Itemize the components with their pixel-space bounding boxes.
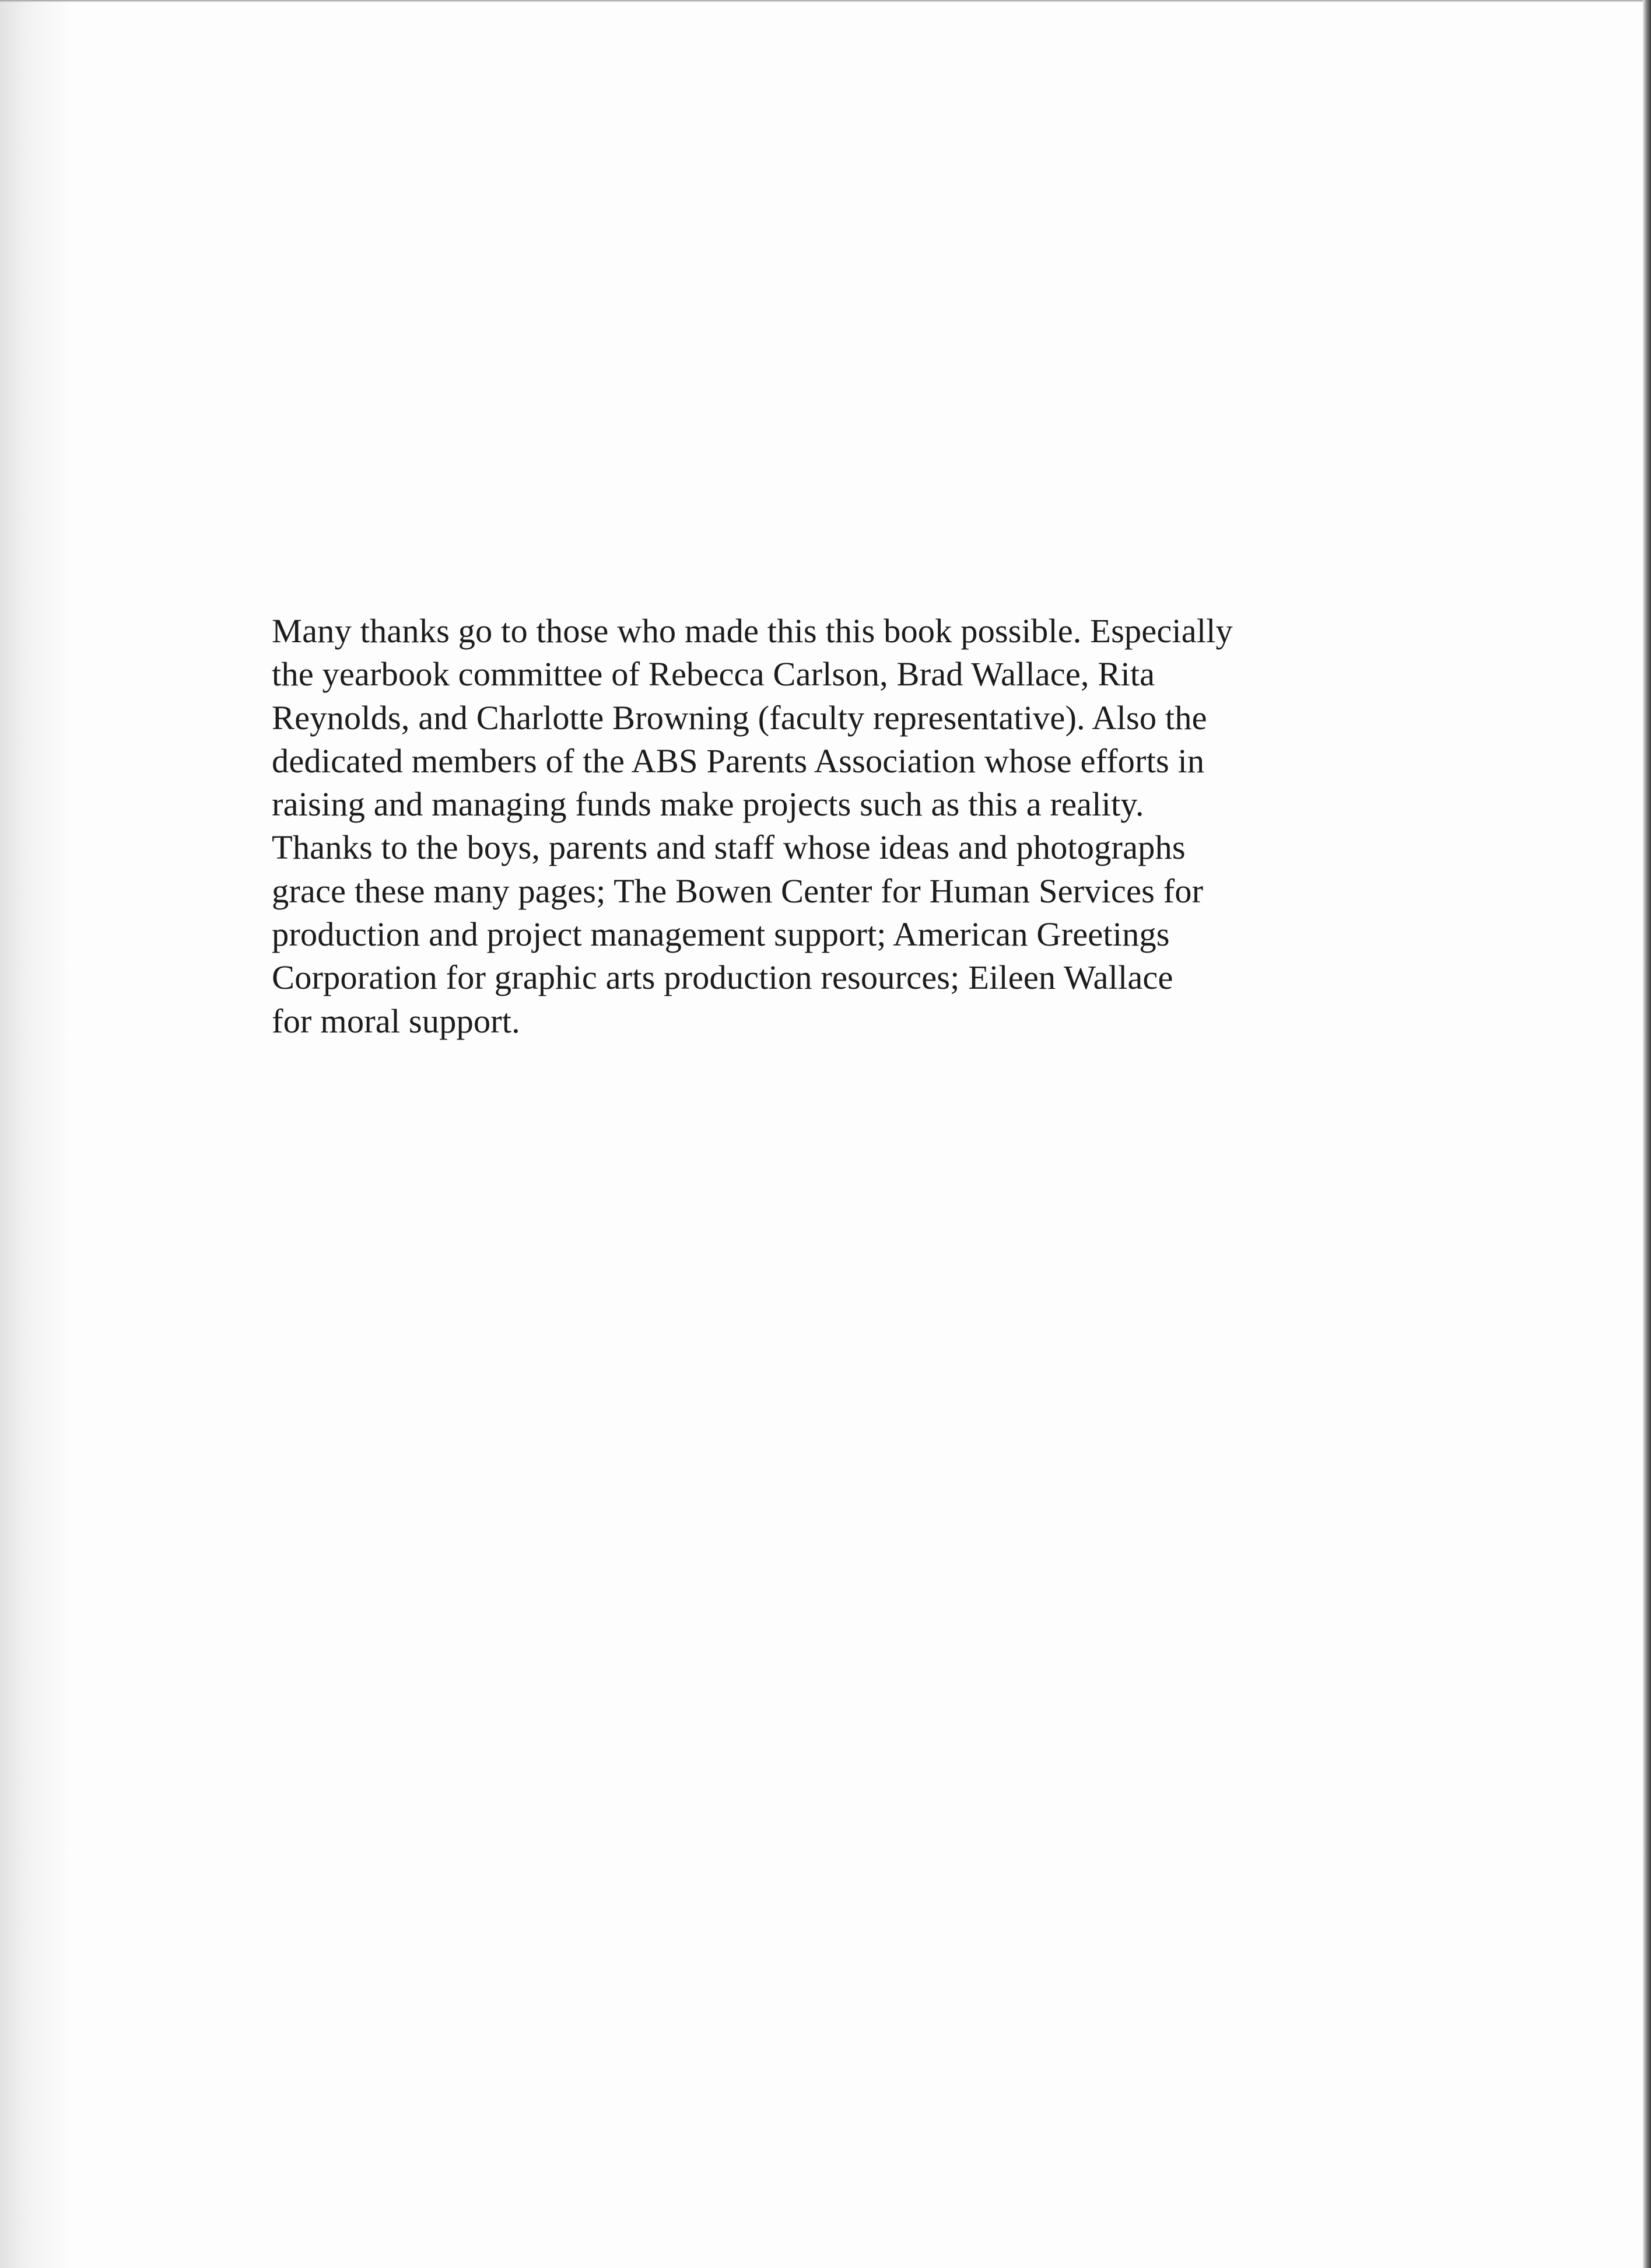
top-page-edge <box>0 0 1651 2</box>
right-page-edge <box>1643 0 1651 2268</box>
text-line: production and project management support; American Greetings <box>272 915 1170 954</box>
binding-shadow <box>0 0 70 2268</box>
text-line: Corporation for graphic arts production resources; Eileen Wallace <box>272 958 1173 997</box>
text-line: raising and managing funds make projects such as this a reality. <box>272 785 1144 824</box>
text-line: the yearbook committee of Rebecca Carlson, Brad Wallace, Rita <box>272 655 1155 694</box>
text-line: Reynolds, and Charlotte Browning (faculty representative). Also the <box>272 698 1207 737</box>
text-line: for moral support. <box>272 1002 520 1040</box>
text-line: Many thanks go to those who made this this book possible. Especially <box>272 612 1233 650</box>
text-line: dedicated members of the ABS Parents Association whose efforts in <box>272 741 1205 780</box>
text-line: Thanks to the boys, parents and staff whose ideas and photographs <box>272 828 1186 867</box>
acknowledgements-paragraph <box>272 610 1415 1043</box>
text-line: grace these many pages; The Bowen Center for Human Services for <box>272 872 1204 910</box>
